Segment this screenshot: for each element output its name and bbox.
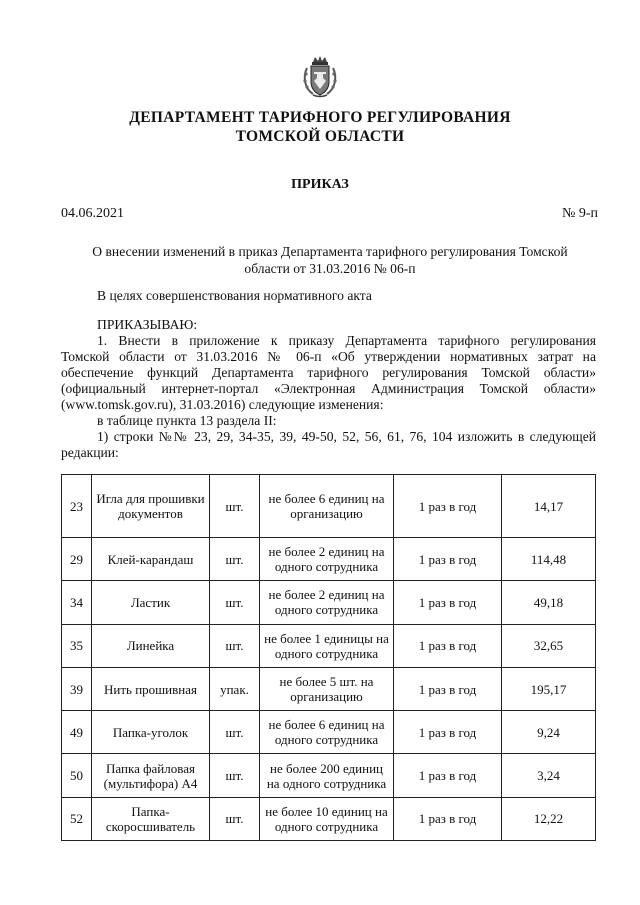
item1-paragraph bbox=[61, 333, 596, 461]
item1-line: 1. Внести в приложение к приказу Департамента тарифного регулирования bbox=[97, 333, 596, 348]
table-row bbox=[62, 538, 596, 581]
row-number: 35 bbox=[62, 624, 92, 667]
quantity-norm: не более 5 шт. на организацию bbox=[260, 667, 394, 710]
price: 195,17 bbox=[502, 667, 596, 710]
item1-line: (www.tomsk.gov.ru), 31.03.2016) следующие изменения: bbox=[61, 397, 384, 412]
quantity-norm: не более 6 единиц на организацию bbox=[260, 475, 394, 538]
unit: шт. bbox=[210, 475, 260, 538]
tomsk-coat-of-arms-icon bbox=[301, 56, 339, 98]
frequency: 1 раз в год bbox=[394, 624, 502, 667]
norms-table bbox=[61, 474, 596, 841]
department-title-line1: ДЕПАРТАМЕНТ ТАРИФНОГО РЕГУЛИРОВАНИЯ bbox=[129, 109, 511, 126]
item-name: Игла для прошивки документов bbox=[92, 475, 210, 538]
unit: шт. bbox=[210, 581, 260, 624]
frequency: 1 раз в год bbox=[394, 475, 502, 538]
row-number: 50 bbox=[62, 754, 92, 797]
frequency: 1 раз в год bbox=[394, 538, 502, 581]
purpose-text: В целях совершенствования нормативного акта bbox=[97, 288, 372, 303]
price: 114,48 bbox=[502, 538, 596, 581]
item-name: Клей-карандаш bbox=[92, 538, 210, 581]
item-name: Ластик bbox=[92, 581, 210, 624]
item1-line: обеспечение функций Департамента тарифного регулирования Томской области» bbox=[61, 365, 596, 380]
table-row bbox=[62, 624, 596, 667]
quantity-norm: не более 1 единицы на одного сотрудника bbox=[260, 624, 394, 667]
unit: шт. bbox=[210, 754, 260, 797]
price: 32,65 bbox=[502, 624, 596, 667]
row-number: 52 bbox=[62, 797, 92, 840]
price: 9,24 bbox=[502, 711, 596, 754]
order-subject-line2: области от 31.03.2016 № 06-п bbox=[244, 261, 416, 276]
row-number: 49 bbox=[62, 711, 92, 754]
unit: упак. bbox=[210, 667, 260, 710]
unit: шт. bbox=[210, 711, 260, 754]
sub-item1-line1: 1) строки №№ 23, 29, 34-35, 39, 49-50, 52, 56, 61, 76, 104 изложить в следующей bbox=[97, 429, 596, 444]
unit: шт. bbox=[210, 624, 260, 667]
order-date: 04.06.2021 bbox=[61, 206, 124, 221]
item-name: Нить прошивная bbox=[92, 667, 210, 710]
quantity-norm: не более 10 единиц на одного сотрудника bbox=[260, 797, 394, 840]
quantity-norm: не более 2 единиц на одного сотрудника bbox=[260, 581, 394, 624]
sub-item1-line2: редакции: bbox=[61, 445, 119, 460]
department-title-line2: ТОМСКОЙ ОБЛАСТИ bbox=[235, 128, 405, 145]
order-subject bbox=[60, 243, 600, 277]
order-word: ПРИКАЗЫВАЮ: bbox=[97, 317, 198, 332]
table-row bbox=[62, 797, 596, 840]
price: 12,22 bbox=[502, 797, 596, 840]
item1-line: Томской области от 31.03.2016 № 06-п «Об утверждении нормативных затрат на bbox=[61, 349, 596, 364]
order-subject-line1: О внесении изменений в приказ Департамента тарифного регулирования Томской bbox=[92, 244, 568, 259]
item-name: Папка файловая (мультифора) А4 bbox=[92, 754, 210, 797]
row-number: 39 bbox=[62, 667, 92, 710]
price: 49,18 bbox=[502, 581, 596, 624]
frequency: 1 раз в год bbox=[394, 711, 502, 754]
quantity-norm: не более 6 единиц на одного сотрудника bbox=[260, 711, 394, 754]
frequency: 1 раз в год bbox=[394, 754, 502, 797]
table-row bbox=[62, 754, 596, 797]
row-number: 23 bbox=[62, 475, 92, 538]
item-name: Папка-скоросшиватель bbox=[92, 797, 210, 840]
frequency: 1 раз в год bbox=[394, 797, 502, 840]
item-name: Линейка bbox=[92, 624, 210, 667]
table-row bbox=[62, 581, 596, 624]
table-row bbox=[62, 475, 596, 538]
table-row bbox=[62, 667, 596, 710]
price: 3,24 bbox=[502, 754, 596, 797]
price: 14,17 bbox=[502, 475, 596, 538]
unit: шт. bbox=[210, 538, 260, 581]
item1-line: (официальный интернет-портал «Электронная Администрация Томской области» bbox=[61, 381, 596, 396]
order-number: № 9-п bbox=[561, 206, 598, 221]
row-number: 34 bbox=[62, 581, 92, 624]
document-type: ПРИКАЗ bbox=[291, 177, 349, 192]
quantity-norm: не более 200 единиц на одного сотрудника bbox=[260, 754, 394, 797]
unit: шт. bbox=[210, 797, 260, 840]
table-reference: в таблице пункта 13 раздела II: bbox=[97, 413, 277, 428]
frequency: 1 раз в год bbox=[394, 581, 502, 624]
frequency: 1 раз в год bbox=[394, 667, 502, 710]
item-name: Папка-уголок bbox=[92, 711, 210, 754]
quantity-norm: не более 2 единиц на одного сотрудника bbox=[260, 538, 394, 581]
table-row bbox=[62, 711, 596, 754]
row-number: 29 bbox=[62, 538, 92, 581]
